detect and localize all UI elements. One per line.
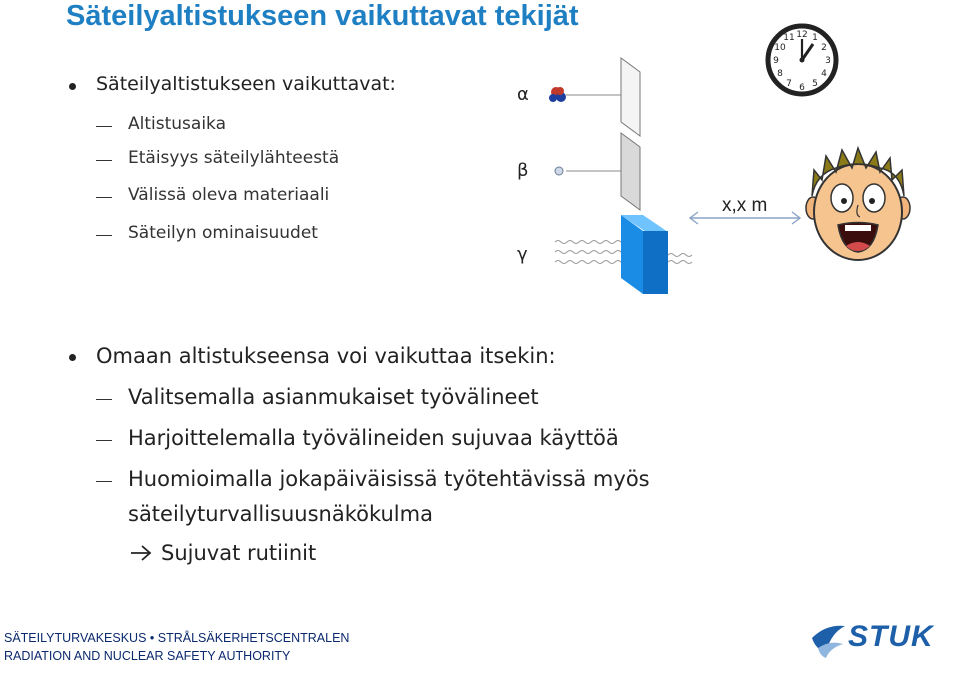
beta-label: β	[517, 160, 529, 181]
section1-item-3: Välissä oleva materiaali	[128, 185, 330, 205]
clock-number-2: 2	[821, 43, 827, 53]
footer-line-2: RADIATION AND NUCLEAR SAFETY AUTHORITY	[4, 649, 291, 663]
person-face-icon	[806, 148, 910, 260]
section2-arrow-item: Sujuvat rutiinit	[161, 541, 317, 565]
section1-item-4: Säteilyn ominaisuudet	[128, 223, 318, 243]
section2-item-3-line1: Huomioimalla jokapäiväisissä työtehtävissä myös	[128, 467, 650, 491]
gamma-label: γ	[517, 244, 528, 265]
dash-2-2	[96, 440, 112, 441]
clock-number-9: 9	[773, 56, 779, 66]
bullet-2	[69, 354, 76, 361]
clock-number-3: 3	[825, 56, 831, 66]
clock-number-6: 6	[799, 83, 805, 93]
section1-item-2: Etäisyys säteilylähteestä	[128, 148, 340, 168]
clock-number-12: 12	[796, 30, 808, 40]
distance-label: x,x m	[722, 195, 768, 216]
alpha-particle-icon	[549, 87, 566, 102]
footer-line-1: SÄTEILYTURVAKESKUS • STRÅLSÄKERHETSCENTRALEN	[4, 631, 350, 645]
shield-block-icon	[621, 215, 668, 294]
clock-number-8: 8	[777, 69, 783, 79]
stuk-logo-icon	[812, 626, 845, 658]
dash-2-3	[96, 481, 112, 482]
section1-item-1: Altistusaika	[128, 114, 226, 134]
clock-number-5: 5	[812, 79, 818, 89]
section2-bullet-text: Omaan altistukseensa voi vaikuttaa itsekin:	[96, 344, 556, 368]
section2-item-2: Harjoittelemalla työvälineiden sujuvaa käyttöä	[128, 426, 619, 450]
clock-number-7: 7	[786, 79, 792, 89]
clock-number-10: 10	[774, 43, 786, 53]
section1-bullet-text: Säteilyaltistukseen vaikuttavat:	[96, 73, 396, 95]
section2-item-1: Valitsemalla asianmukaiset työvälineet	[128, 385, 539, 409]
clock-icon	[768, 26, 836, 94]
slide-title: Säteilyaltistukseen vaikuttavat tekijät	[66, 0, 579, 32]
clock-number-4: 4	[821, 69, 827, 79]
clock-number-11: 11	[783, 33, 795, 43]
dash-2-1	[96, 399, 112, 400]
section2-item-3-line2: säteilyturvallisuusnäkökulma	[128, 502, 433, 526]
metal-plate-icon	[621, 133, 640, 210]
paper-sheet-icon	[621, 58, 640, 136]
right-arrow-icon	[131, 546, 150, 560]
alpha-label: α	[517, 84, 529, 105]
clock-number-1: 1	[812, 33, 818, 43]
stuk-logo-text: STUK	[848, 620, 934, 653]
beta-particle-icon	[555, 167, 563, 175]
